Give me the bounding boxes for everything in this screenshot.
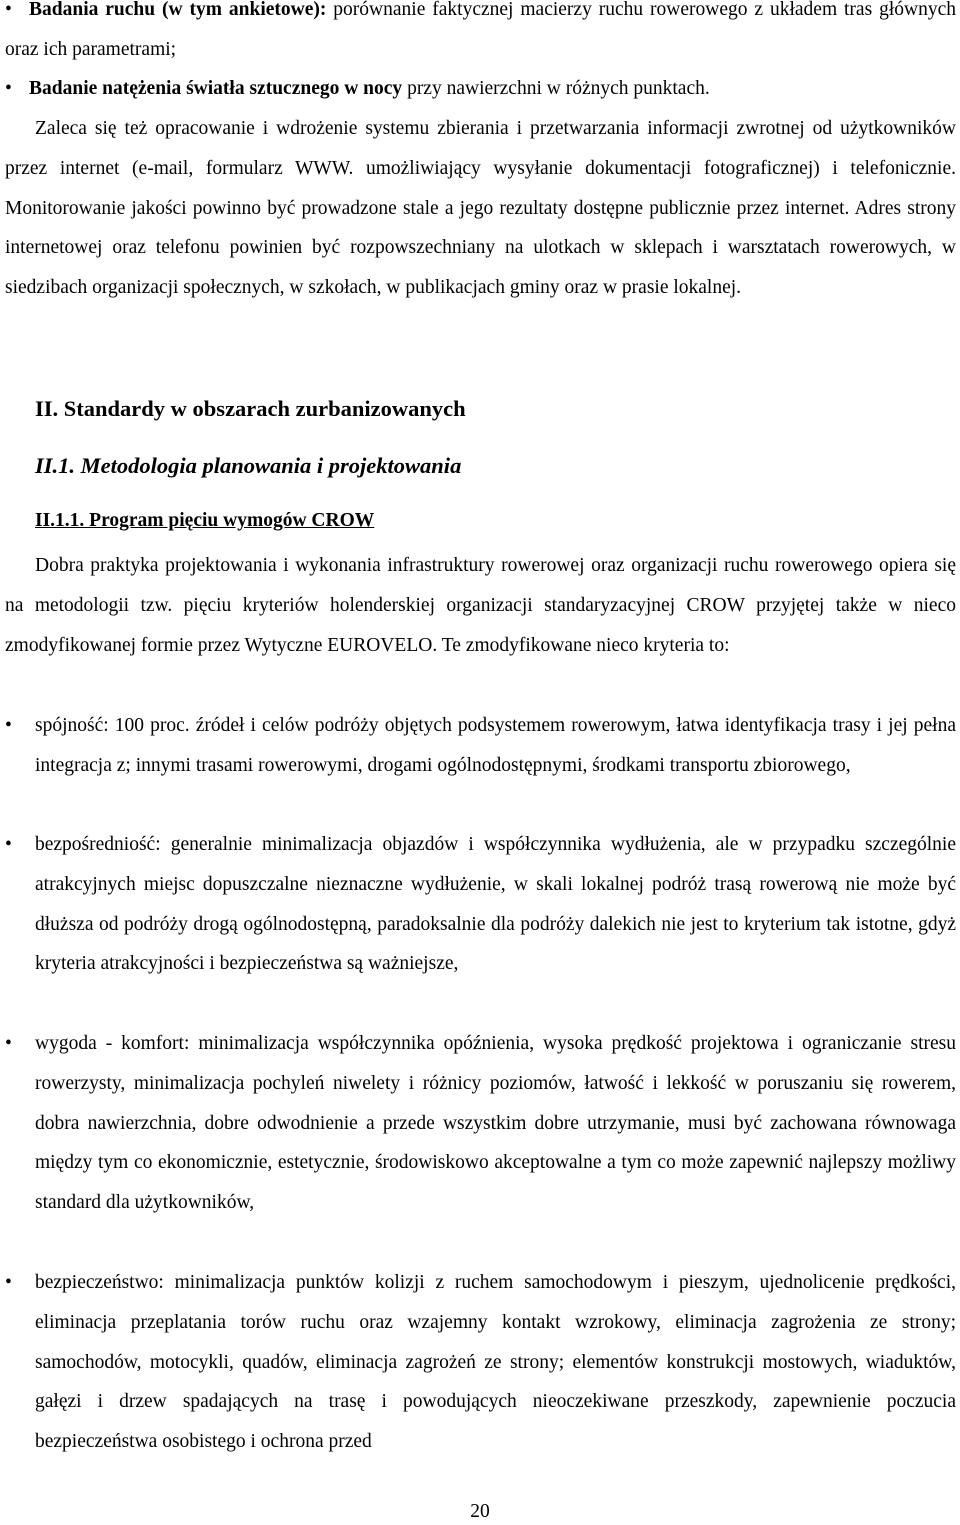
bullet-bold-lead: Badanie natężenia światła sztucznego w nocy — [29, 78, 403, 99]
criterion-item-directness — [5, 825, 956, 984]
subsubsection-heading: II.1.1. Program pięciu wymogów CROW — [35, 510, 375, 531]
criterion-text: wygoda - komfort: minimalizacja współczynnika opóźnienia, wysoka prędkość projektowa i ograniczanie stresu rowerzysty, minimalizacja pochyleń niwelety i różnicy poziomów, łatwość i lekkość w poruszaniu się rowerem, dobra nawierzchnia, dobre odwodnienie a przede wszystkim dobre utrzymanie, musi być zachowana równowaga między tym co ekonomicznie, estetycznie, środowiskowo akceptowalne a tym co może zapewnić najlepszy możliwy standard dla użytkowników, — [35, 1033, 956, 1214]
bullet-text: przy nawierzchni w różnych punktach. — [402, 78, 710, 99]
criterion-text: spójność: 100 proc. źródeł i celów podróży objętych podsystemem rowerowym, łatwa identyfikacja trasy i jej pełna integracja z; innymi trasami rowerowymi, drogami ogólnodostępnymi, środkami transportu zbiorowego, — [35, 715, 956, 776]
criterion-item-coherence — [5, 706, 956, 786]
bullet-icon: • — [5, 1272, 12, 1293]
section-heading: II. Standardy w obszarach zurbanizowanych — [35, 396, 466, 421]
paragraph-crow-intro: Dobra praktyka projektowania i wykonania infrastruktury rowerowej oraz organizacji ruchu rowerowego opiera się na metodologii tzw. pięciu kryteriów holenderskiej organizacji standaryzacyjnej CROW przyjętej także w nieco zmodyfikowanej formie przez Wytyczne EUROVELO. Te zmodyfikowane nieco kryteria to: — [5, 555, 956, 656]
bullet-icon: • — [5, 0, 12, 20]
bullet-icon: • — [5, 834, 12, 855]
bullet-icon: • — [5, 78, 12, 99]
bullet-icon: • — [5, 715, 12, 736]
criterion-text: bezpieczeństwo: minimalizacja punktów kolizji z ruchem samochodowym i pieszym, ujednolicenie prędkości, eliminacja przeplatania torów ruchu oraz wzajemny kontakt wzrokowy, eliminacja zagrożenia ze strony; samochodów, motocykli, quadów, eliminacja zagrożeń ze strony; elementów konstrukcji mostowych, wiaduktów, gałęzi i drzew spadających na trasę i powodujących nieoczekiwane przeszkody, zapewnienie poczucia bezpieczeństwa osobistego i ochrona przed — [35, 1272, 956, 1453]
subsection-heading: II.1. Metodologia planowania i projektowania — [35, 453, 462, 478]
paragraph-feedback-system: Zaleca się też opracowanie i wdrożenie systemu zbierania i przetwarzania informacji zwrotnej od użytkowników przez internet (e-mail, formularz WWW. umożliwiający wysyłanie dokumentacji fotograficznej) i telefonicznie. Monitorowanie jakości powinno być prowadzone stale a jego rezultaty dostępne publicznie przez internet. Adres strony internetowej oraz telefonu powinien być rozpowszechniany na ulotkach w sklepach i warsztatach rowerowych, w siedzibach organizacji społecznych, w szkołach, w publikacjach gminy oraz w prasie lokalnej. — [5, 118, 956, 299]
page-number: 20 — [470, 1501, 490, 1522]
bullet-icon: • — [5, 1033, 12, 1054]
bullet-text: porównanie faktycznej macierzy ruchu rowerowego z układem tras głównych oraz ich parametrami; — [5, 0, 956, 60]
criterion-item-comfort — [5, 1024, 956, 1223]
bullet-item-traffic-survey — [5, 0, 956, 70]
bullet-bold-lead: Badania ruchu (w tym ankietowe): — [29, 0, 327, 20]
criterion-item-safety — [5, 1263, 956, 1462]
criterion-text: bezpośredniość: generalnie minimalizacja objazdów i współczynnika wydłużenia, ale w przypadku szczególnie atrakcyjnych miejsc dopuszczalne nieznaczne wydłużenie, w skali lokalnej podróż trasą rowerową nie może być dłuższa od podróży drogą ogólnodostępną, paradoksalnie dla podróży dalekich nie jest to kryterium tak istotne, gdyż kryteria atrakcyjności i bezpieczeństwa są ważniejsze, — [35, 834, 956, 975]
bullet-item-light-survey — [5, 69, 956, 109]
